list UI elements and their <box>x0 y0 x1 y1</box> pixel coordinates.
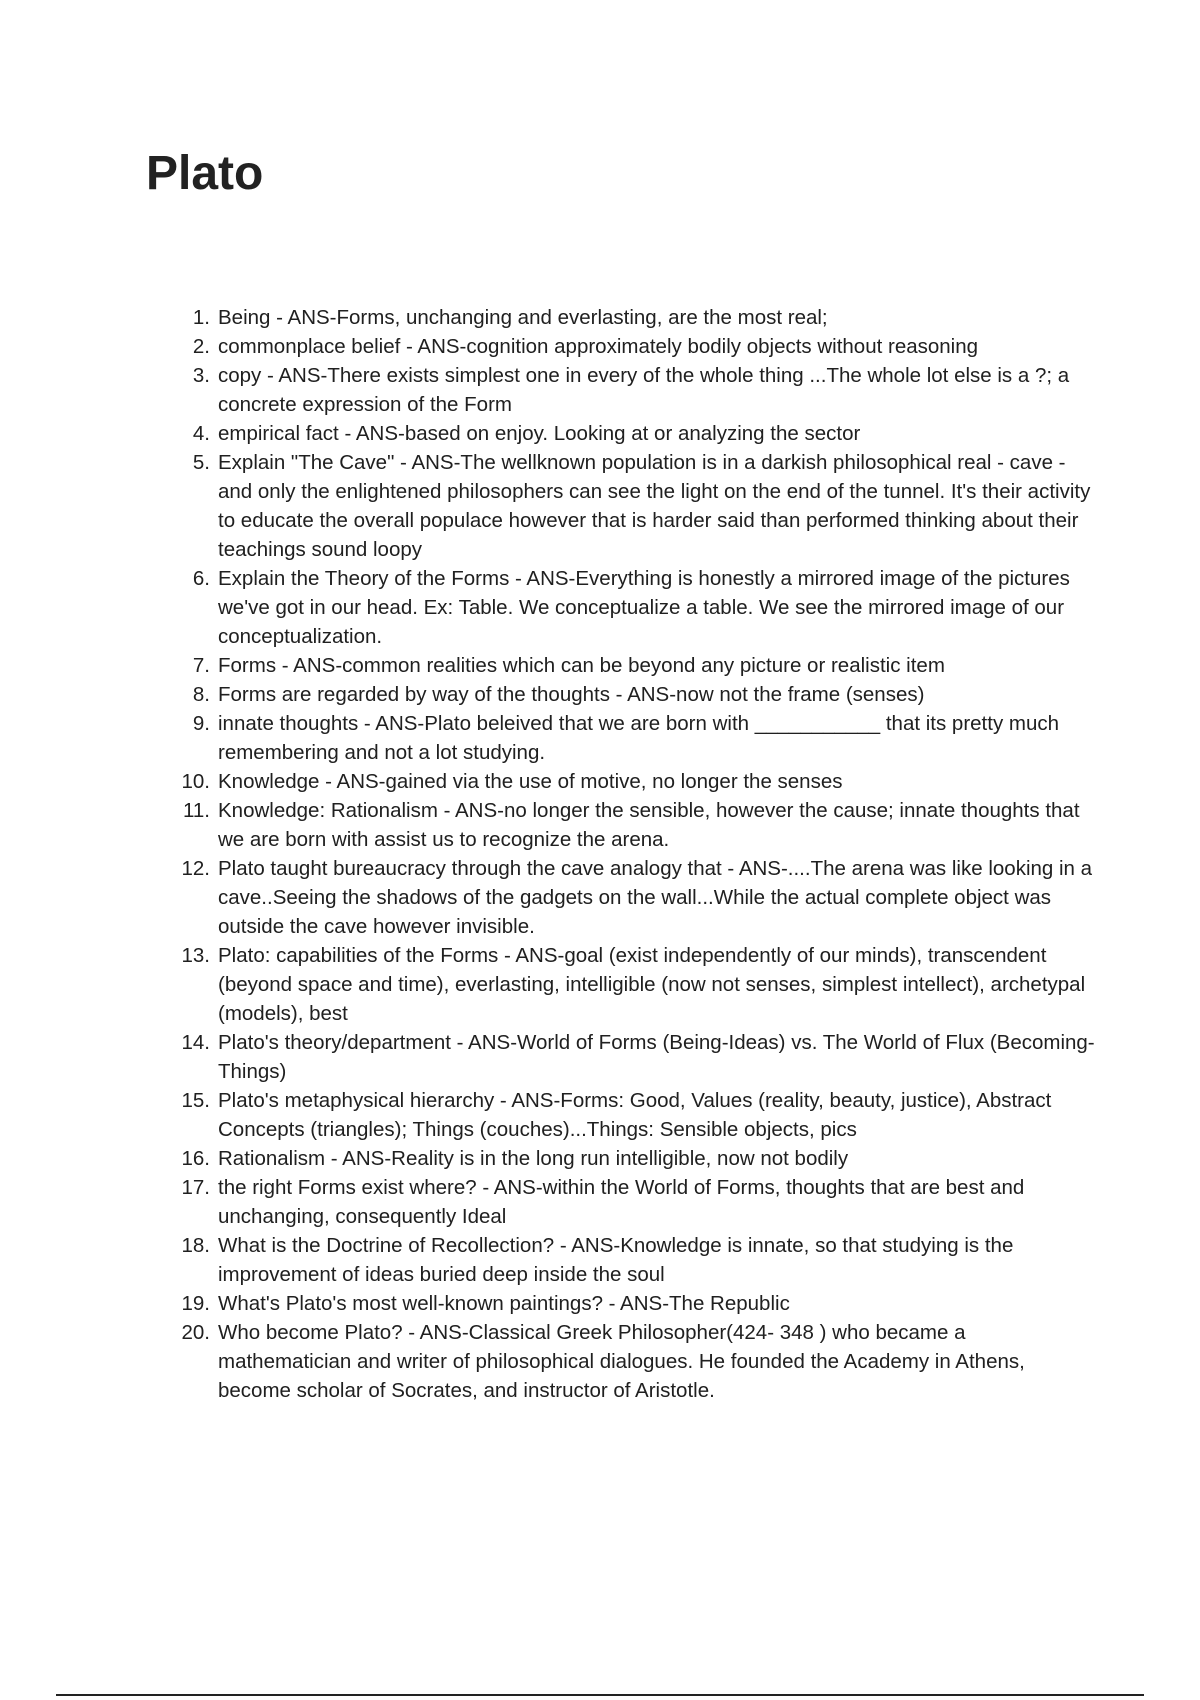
item-number: 13. <box>181 944 210 967</box>
list-item <box>181 1318 1098 1405</box>
list-item <box>192 651 1098 680</box>
item-text: empirical fact - ANS-based on enjoy. Looking at or analyzing the sector <box>218 422 861 445</box>
item-text: Plato taught bureaucracy through the cave analogy that - ANS-....The arena was like looking in a cave..Seeing the shadows of the gadgets on the wall...While the actual complete object was outside the cave however invisible. <box>218 857 1093 938</box>
item-number: 19. <box>181 1292 210 1315</box>
item-number: 17. <box>181 1176 210 1199</box>
list-item <box>181 1231 1098 1289</box>
item-number: 6. <box>192 567 210 590</box>
list-item <box>181 1028 1098 1086</box>
item-text: Knowledge - ANS-gained via the use of motive, no longer the senses <box>218 770 843 793</box>
item-text: Forms - ANS-common realities which can be beyond any picture or realistic item <box>218 654 945 677</box>
list-item <box>181 1086 1098 1144</box>
list-item <box>192 303 1098 332</box>
item-number: 9. <box>192 712 210 735</box>
item-number: 7. <box>192 654 210 677</box>
list-item <box>183 796 1098 854</box>
item-number: 1. <box>192 306 210 329</box>
list-item <box>192 361 1098 419</box>
item-number: 10. <box>181 770 210 793</box>
item-text: commonplace belief - ANS-cognition approximately bodily objects without reasoning <box>218 335 979 358</box>
list-item <box>192 680 1098 709</box>
item-number: 3. <box>192 364 210 387</box>
item-text: Being - ANS-Forms, unchanging and everlasting, are the most real; <box>218 306 828 329</box>
item-number: 12. <box>181 857 210 880</box>
item-text: Plato's metaphysical hierarchy - ANS-Forms: Good, Values (reality, beauty, justice), Abstract Concepts (triangles); Things (couches)...Things: Sensible objects, pics <box>218 1089 1052 1141</box>
item-text: Rationalism - ANS-Reality is in the long run intelligible, now not bodily <box>218 1147 849 1170</box>
item-number: 11. <box>183 799 210 822</box>
item-text: Who become Plato? - ANS-Classical Greek Philosopher(424- 348 ) who became a mathematician and writer of philosophical dialogues. He founded the Academy in Athens, become scholar of Socrates, and instructor of Aristotle. <box>218 1321 1025 1402</box>
list-item <box>192 448 1098 564</box>
list-item <box>192 564 1098 651</box>
item-text: Explain the Theory of the Forms - ANS-Everything is honestly a mirrored image of the pictures we've got in our head. Ex: Table. We conceptualize a table. We see the mirrored image of our conceptualization. <box>218 567 1070 648</box>
page-title: Plato <box>146 147 264 200</box>
list-item <box>192 709 1098 767</box>
item-text: Forms are regarded by way of the thoughts - ANS-now not the frame (senses) <box>218 683 925 706</box>
item-number: 18. <box>181 1234 210 1257</box>
list-item <box>181 767 1098 796</box>
item-number: 8. <box>192 683 210 706</box>
list-item <box>192 419 1098 448</box>
list-item <box>192 332 1098 361</box>
list-item <box>181 1173 1098 1231</box>
item-number: 4. <box>192 422 210 445</box>
list-item <box>181 1289 1098 1318</box>
item-text: What is the Doctrine of Recollection? - ANS-Knowledge is innate, so that studying is the improvement of ideas buried deep inside the soul <box>218 1234 1014 1286</box>
item-text: innate thoughts - ANS-Plato beleived that we are born with ___________ that its pretty much remembering and not a lot studying. <box>218 712 1060 764</box>
list-item <box>181 1144 1098 1173</box>
qa-list <box>181 303 1098 1405</box>
list-item <box>181 854 1098 941</box>
item-number: 15. <box>181 1089 210 1112</box>
item-text: the right Forms exist where? - ANS-within the World of Forms, thoughts that are best and unchanging, consequently Ideal <box>218 1176 1025 1228</box>
item-number: 5. <box>192 451 210 474</box>
item-number: 2. <box>192 335 210 358</box>
item-text: Plato: capabilities of the Forms - ANS-goal (exist independently of our minds), transcendent (beyond space and time), everlasting, intelligible (now not senses, simplest intellect), archetypal (models), best <box>218 944 1086 1025</box>
list-item <box>181 941 1098 1028</box>
item-text: Knowledge: Rationalism - ANS-no longer the sensible, however the cause; innate thoughts that we are born with assist us to recognize the arena. <box>218 799 1080 851</box>
item-text: copy - ANS-There exists simplest one in every of the whole thing ...The whole lot else is a ?; a concrete expression of the Form <box>218 364 1070 416</box>
item-text: What's Plato's most well-known paintings? - ANS-The Republic <box>218 1292 790 1315</box>
item-number: 20. <box>181 1321 210 1344</box>
item-text: Plato's theory/department - ANS-World of Forms (Being-Ideas) vs. The World of Flux (Becoming-Things) <box>218 1031 1095 1083</box>
item-number: 14. <box>181 1031 210 1054</box>
item-number: 16. <box>181 1147 210 1170</box>
item-text: Explain "The Cave" - ANS-The wellknown population is in a darkish philosophical real - cave - and only the enlightened philosophers can see the light on the end of the tunnel. It's their activity to educate the overall populace however that is harder said than performed thinking about their teachings sound loopy <box>218 451 1091 561</box>
page-bottom-divider <box>56 1694 1144 1696</box>
